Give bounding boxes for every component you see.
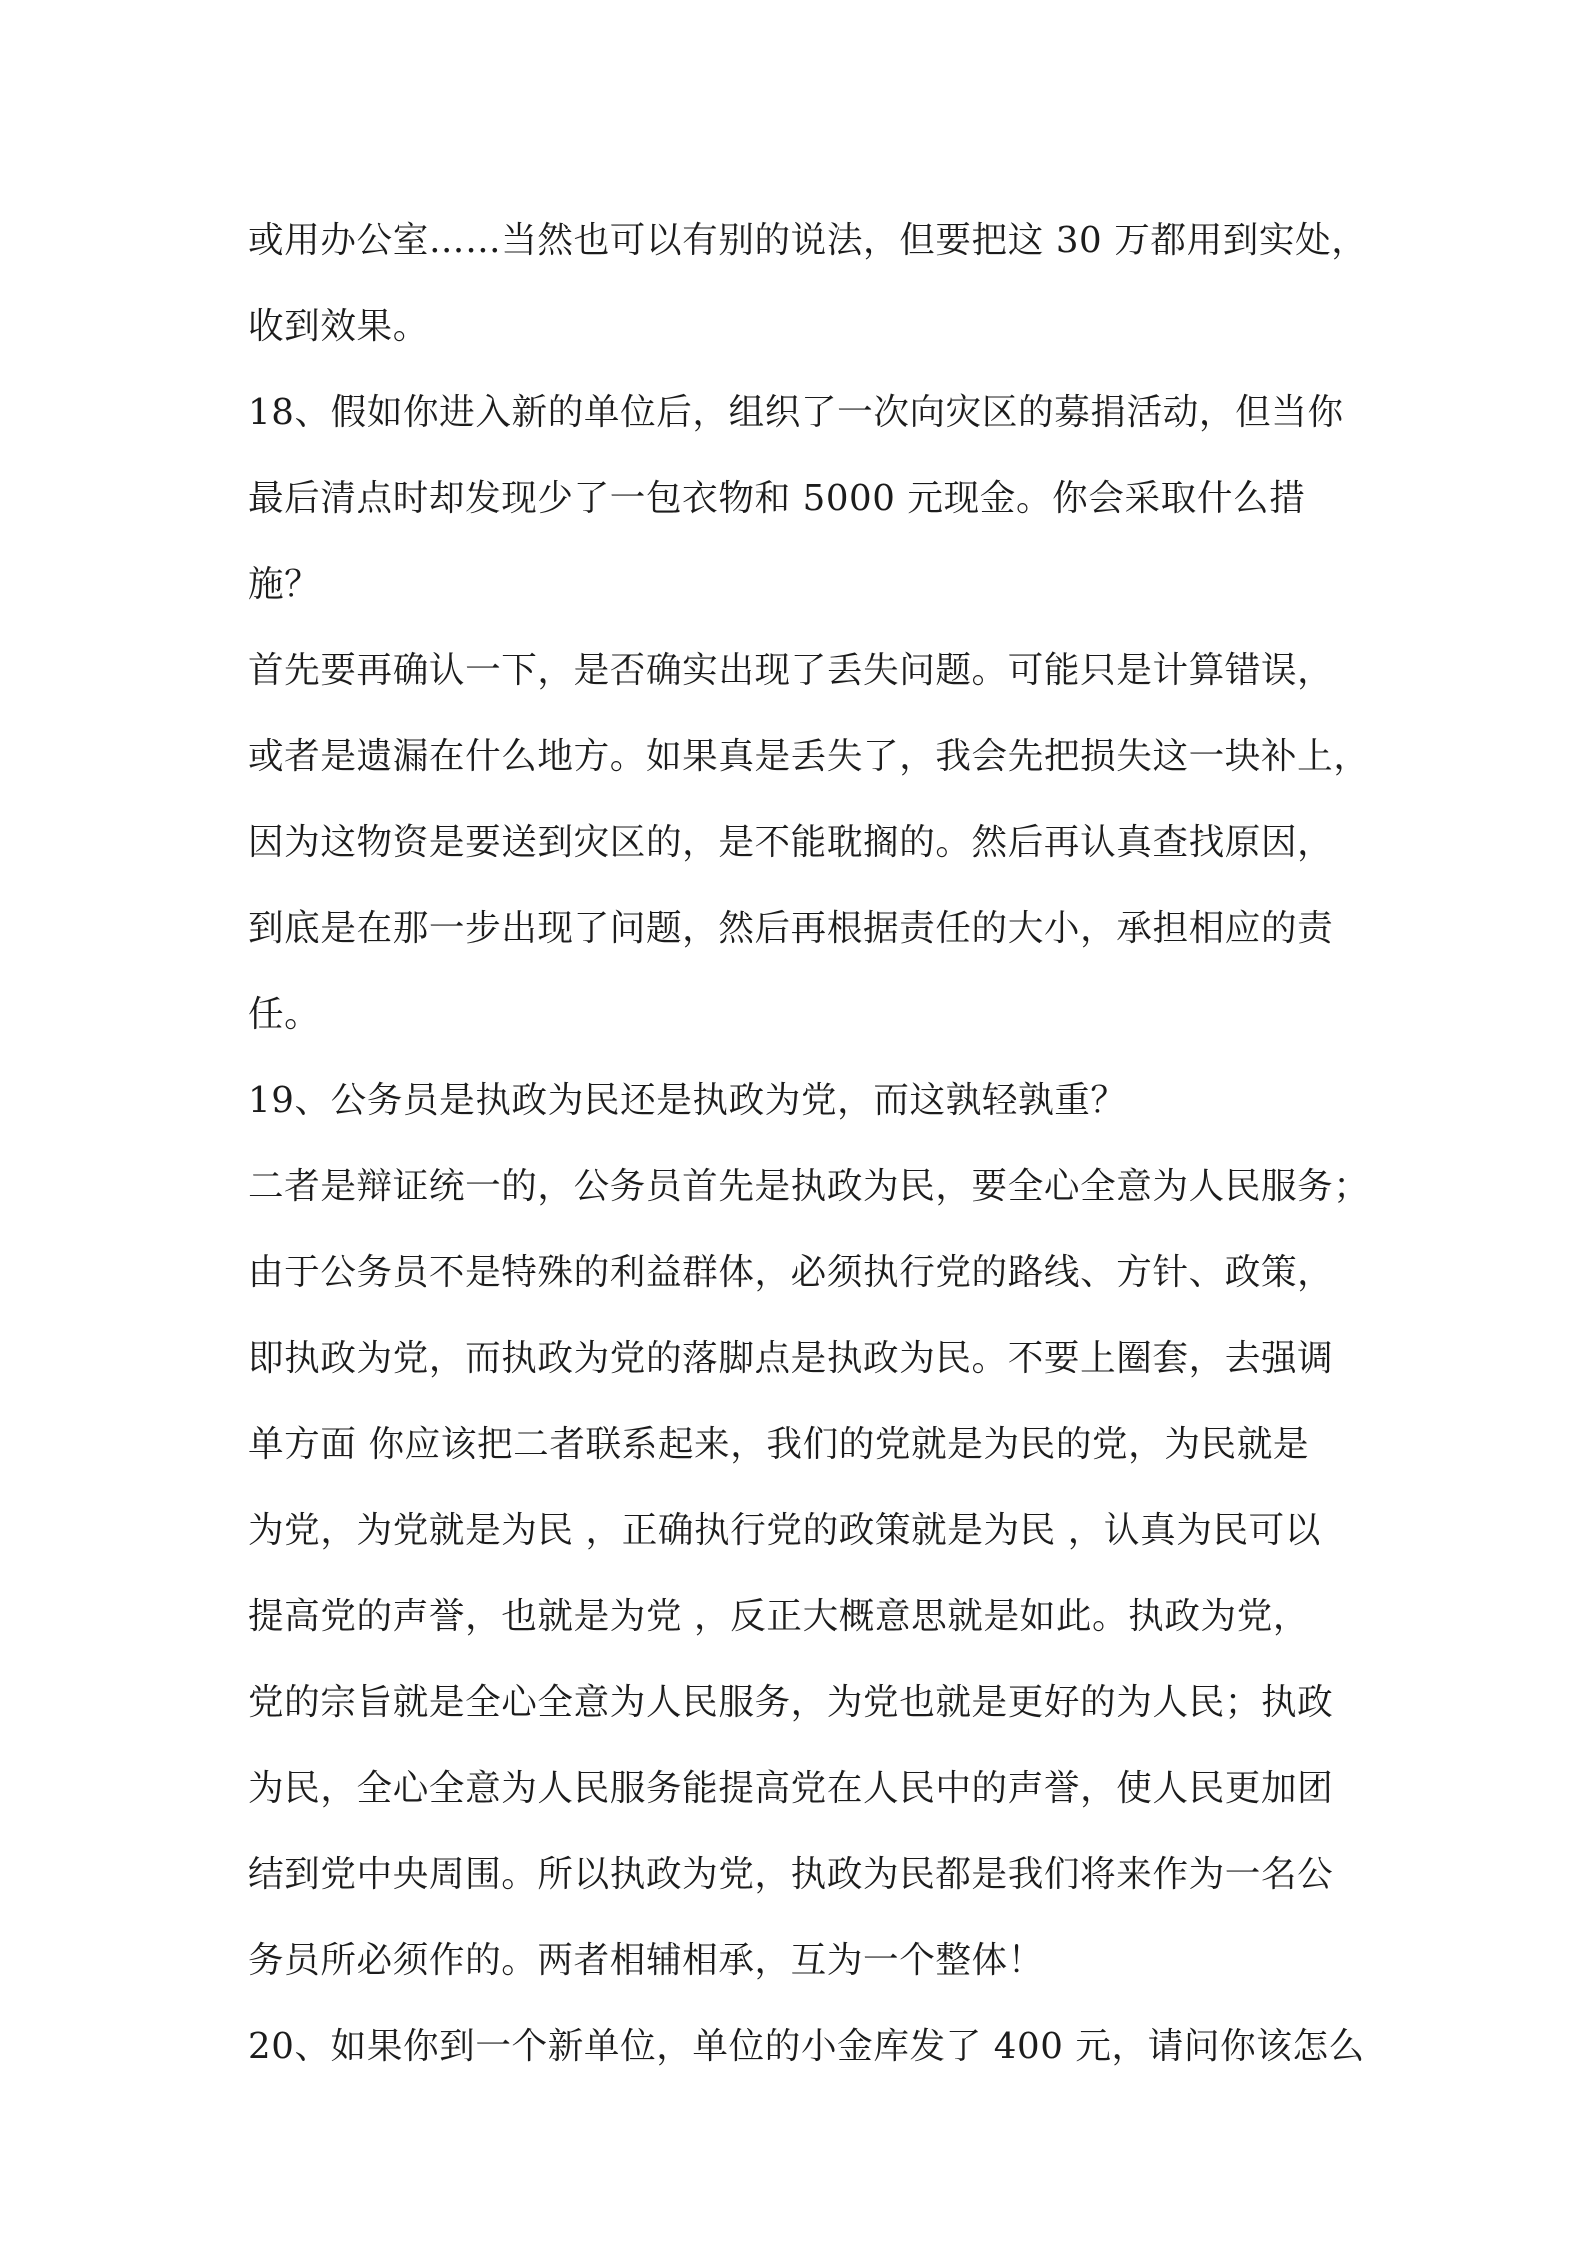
text-line: 由于公务员不是特殊的利益群体，必须执行党的路线、方针、政策， <box>248 1252 1334 1293</box>
text-line: 施？ <box>248 564 321 605</box>
answer-19: 二者是辩证统一的，公务员首先是执政为民，要全心全意为人民服务； <box>248 1166 1370 1207</box>
text-line: 收到效果。 <box>248 306 429 347</box>
text-line: 单方面 你应该把二者联系起来，我们的党就是为民的党，为民就是 <box>248 1424 1310 1465</box>
text-line: 因为这物资是要送到灾区的，是不能耽搁的。然后再认真查找原因， <box>248 822 1334 863</box>
text-line: 或用办公室……当然也可以有别的说法，但要把这 30 万都用到实处， <box>248 220 1368 261</box>
text-line: 提高党的声誉，也就是为党 ，反正大概意思就是如此。执政为党， <box>248 1596 1310 1637</box>
text-line: 务员所必须作的。两者相辅相承，互为一个整体！ <box>248 1940 1044 1981</box>
question-20: 20、如果你到一个新单位，单位的小金库发了 400 元，请问你该怎么 <box>248 2026 1365 2067</box>
text-line: 任。 <box>248 994 321 1035</box>
text-line: 到底是在那一步出现了问题，然后再根据责任的大小，承担相应的责 <box>248 908 1334 949</box>
answer-18: 首先要再确认一下，是否确实出现了丢失问题。可能只是计算错误， <box>248 650 1334 691</box>
text-line: 为民，全心全意为人民服务能提高党在人民中的声誉，使人民更加团 <box>248 1768 1334 1809</box>
text-line: 党的宗旨就是全心全意为人民服务，为党也就是更好的为人民；执政 <box>248 1682 1334 1723</box>
text-line: 即执政为党，而执政为党的落脚点是执政为民。不要上圈套，去强调 <box>248 1338 1334 1379</box>
question-18: 18、假如你进入新的单位后，组织了一次向灾区的募捐活动，但当你 <box>248 392 1344 433</box>
document-body <box>248 205 1370 2097</box>
text-line: 结到党中央周围。所以执政为党，执政为民都是我们将来作为一名公 <box>248 1854 1334 1895</box>
text-line: 最后清点时却发现少了一包衣物和 5000 元现金。你会采取什么措 <box>248 478 1306 519</box>
question-19: 19、公务员是执政为民还是执政为党，而这孰轻孰重？ <box>248 1080 1127 1121</box>
text-line: 为党，为党就是为民 ，正确执行党的政策就是为民 ，认真为民可以 <box>248 1510 1321 1551</box>
text-line: 或者是遗漏在什么地方。如果真是丢失了，我会先把损失这一块补上， <box>248 736 1370 777</box>
